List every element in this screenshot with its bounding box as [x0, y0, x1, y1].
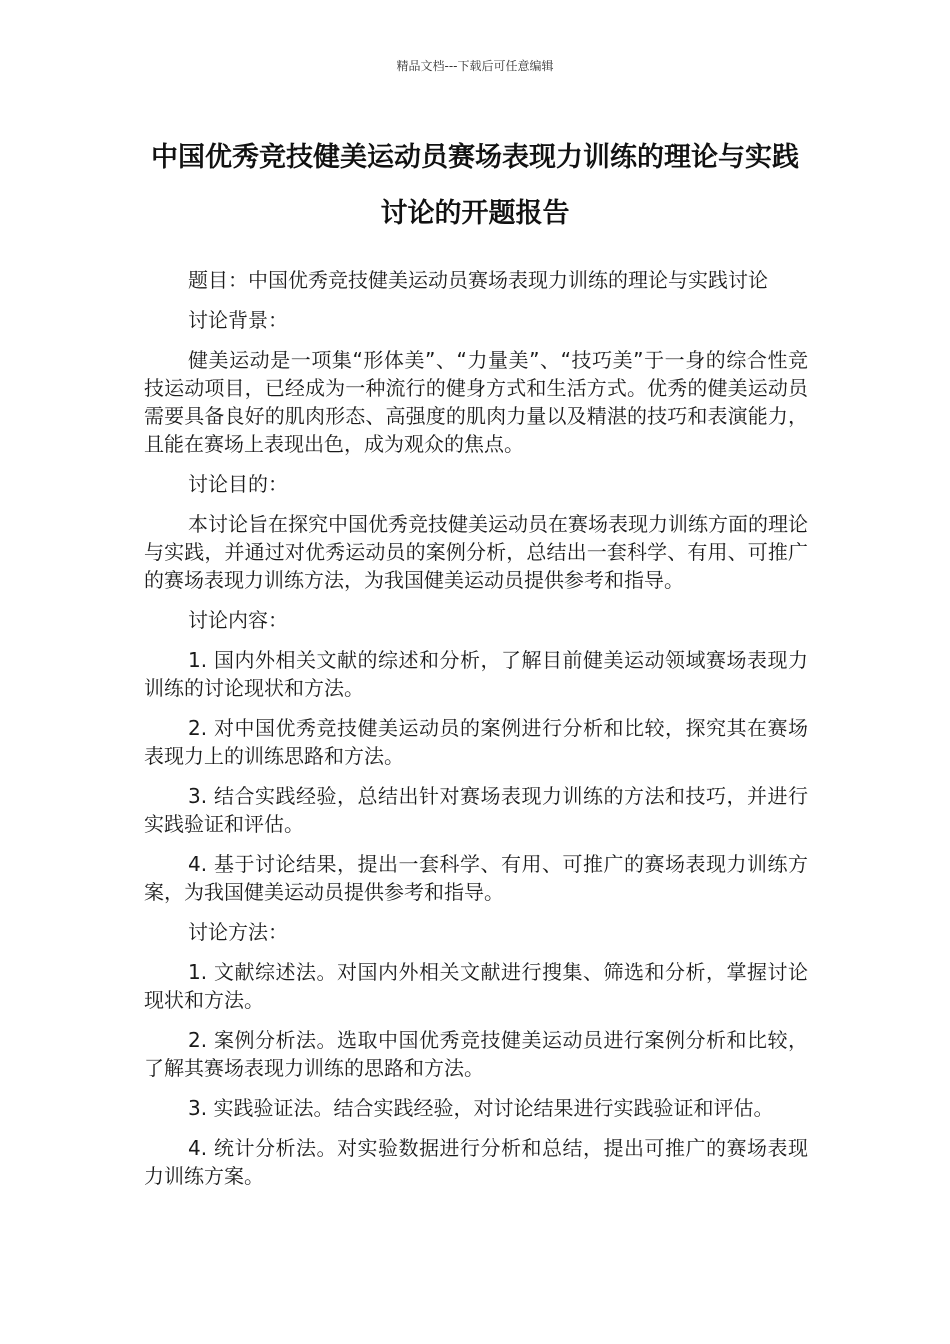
method-item-4: 4. 统计分析法。对实验数据进行分析和总结，提出可推广的赛场表现力训练方案。	[144, 1136, 808, 1188]
section-heading-content: 讨论内容：	[188, 608, 288, 632]
content-item-4: 4. 基于讨论结果，提出一套科学、有用、可推广的赛场表现力训练方案，为我国健美运动员提供参考和指导。	[144, 852, 808, 904]
method-item-3: 3. 实践验证法。结合实践经验，对讨论结果进行实践验证和评估。	[188, 1096, 774, 1120]
section-heading-background: 讨论背景：	[188, 308, 288, 332]
section-heading-purpose: 讨论目的：	[188, 472, 288, 496]
content-item-2: 2. 对中国优秀竞技健美运动员的案例进行分析和比较，探究其在赛场表现力上的训练思路和方法。	[144, 716, 808, 768]
content-item-1: 1. 国内外相关文献的综述和分析，了解目前健美运动领域赛场表现力训练的讨论现状和方法。	[144, 648, 808, 700]
section-heading-method: 讨论方法：	[188, 920, 288, 944]
document-title: 中国优秀竞技健美运动员赛场表现力训练的理论与实践讨论的开题报告	[151, 142, 799, 229]
method-item-1: 1. 文献综述法。对国内外相关文献进行搜集、筛选和分析，掌握讨论现状和方法。	[144, 960, 808, 1012]
method-item-2: 2. 案例分析法。选取中国优秀竞技健美运动员进行案例分析和比较，了解其赛场表现力训练的思路和方法。	[144, 1028, 808, 1080]
purpose-paragraph: 本讨论旨在探究中国优秀竞技健美运动员在赛场表现力训练方面的理论与实践，并通过对优秀运动员的案例分析，总结出一套科学、有用、可推广的赛场表现力训练方法，为我国健美运动员提供参考和指导。	[144, 512, 808, 592]
background-paragraph: 健美运动是一项集“形体美”、“力量美”、“技巧美”于一身的综合性竞技运动项目，已经成为一种流行的健身方式和生活方式。优秀的健美运动员需要具备良好的肌肉形态、高强度的肌肉力量以及精湛的技巧和表演能力，且能在赛场上表现出色，成为观众的焦点。	[144, 348, 808, 456]
header-note: 精品文档---下载后可任意编辑	[396, 59, 554, 73]
content-item-3: 3. 结合实践经验，总结出针对赛场表现力训练的方法和技巧，并进行实践验证和评估。	[144, 784, 808, 836]
topic-line: 题目：中国优秀竞技健美运动员赛场表现力训练的理论与实践讨论	[188, 268, 768, 292]
document-body	[144, 266, 808, 1202]
